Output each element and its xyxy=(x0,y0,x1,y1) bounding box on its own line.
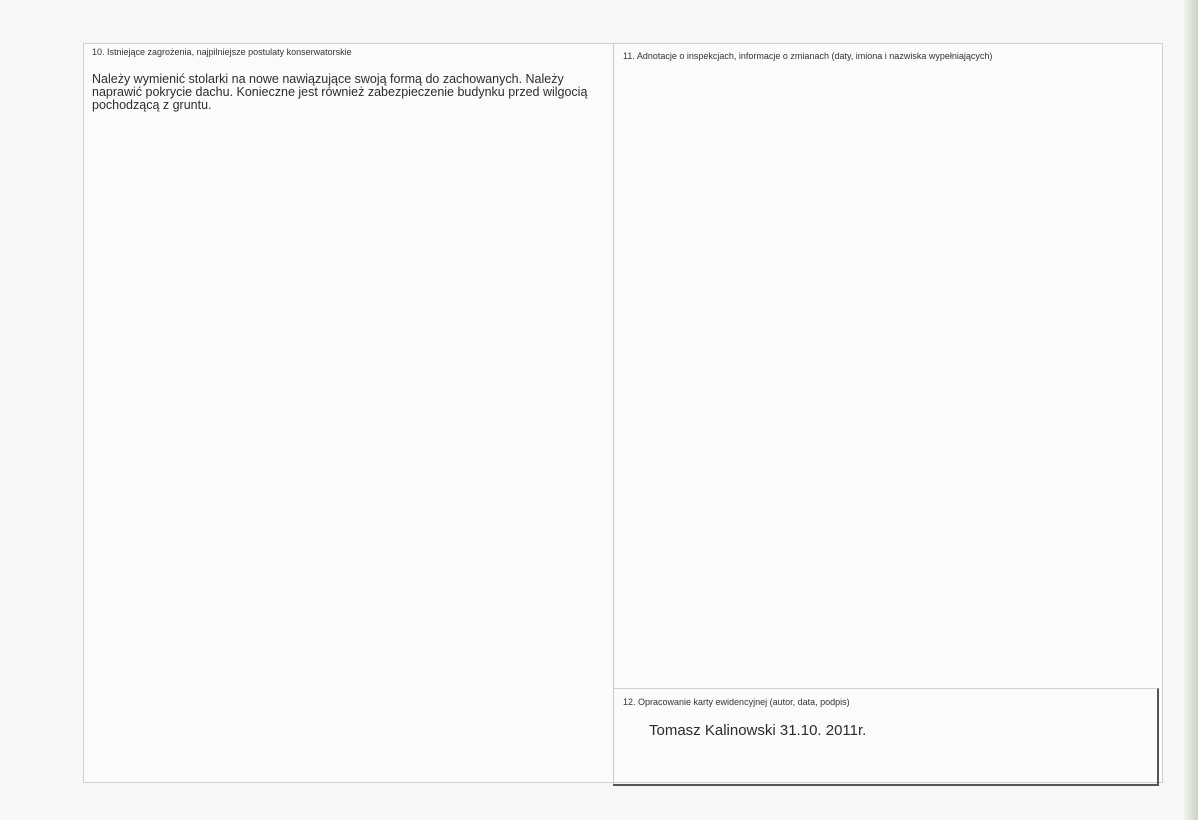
section-11-header xyxy=(623,50,1158,62)
section-10-label: 10. Istniejące zagrożenia, najpilniejsze postulaty konserwatorskie xyxy=(92,47,352,57)
section-12-label: 12. Opracowanie karty ewidencyjnej (autor, data, podpis) xyxy=(623,697,850,707)
page-edge xyxy=(1184,0,1198,820)
column-divider xyxy=(613,43,614,785)
form-frame xyxy=(83,43,1163,783)
section-12-author-date: Tomasz Kalinowski 31.10. 2011r. xyxy=(649,722,867,739)
section-11-label: 11. Adnotacje o inspekcjach, informacje o zmianach (daty, imiona i nazwiska wypełniających) xyxy=(623,51,993,61)
section-10-text: Należy wymienić stolarki na nowe nawiązujące swoją formą do zachowanych. Należy naprawić pokrycie dachu. Konieczne jest również zabezpieczenie budynku przed wilgocią pochodzącą z gruntu. xyxy=(92,72,588,112)
section-10-header xyxy=(92,46,607,58)
